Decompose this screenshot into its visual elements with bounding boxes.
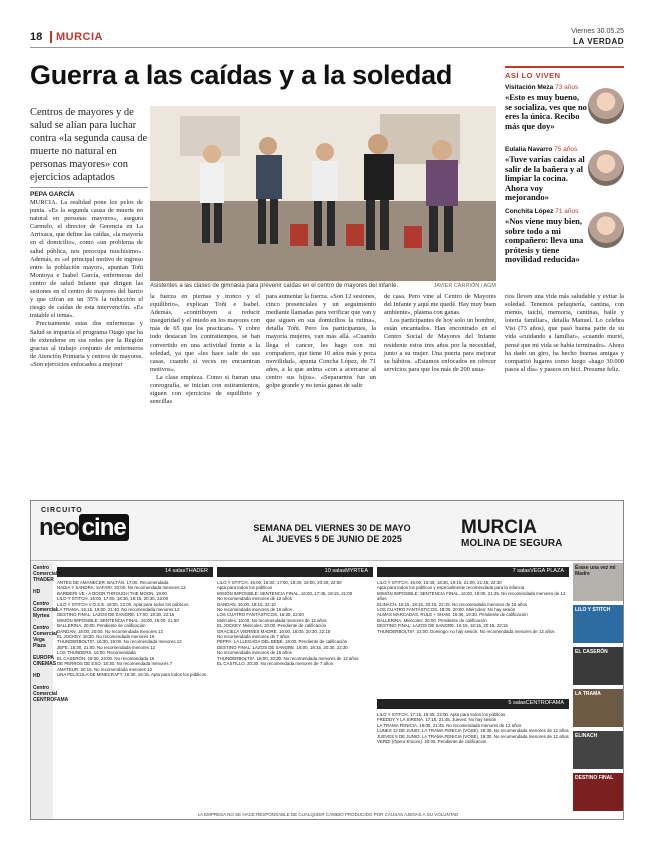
film-entry: LUNES 12 DE JUNIO: LA TRAMA FENICIA (VOSE). 19:30. No recomendada menores de 12 años [377, 728, 569, 734]
testimonial [505, 84, 624, 144]
portrait-photo [588, 88, 624, 124]
film-entry: No recomendada menores de 16 años [217, 650, 292, 656]
film-list-myrtea [217, 580, 373, 667]
testimonial-quote: «Esto es muy bueno, se socializa, ves que no eres la única. Recibo más que doy» [505, 92, 587, 131]
film-entry: EL JOCKEY. 16:30. No recomendada menores 16 [57, 634, 155, 640]
ad-banner [31, 501, 624, 561]
photo-credit: JAVIER CARRIÓN / AGM [433, 283, 496, 289]
person-name: Eulalia Navarro [505, 146, 553, 153]
person-name: Conchita López [505, 208, 554, 215]
testimonial [505, 146, 624, 206]
rail-label: Centro Comercial CENTROFAMA [33, 685, 69, 703]
body-column-4 [384, 293, 496, 374]
film-entry: LA TRAMA FENICIA. 19:00, 21:45. No recomendada menores de 12 años [377, 722, 522, 728]
person-age: 75 años [554, 146, 578, 153]
body-column-2 [150, 293, 260, 406]
person-age: 71 años [555, 208, 579, 215]
film-entry: VERDI (Ópera Encore). 20:00. Pendiente de calificación [377, 739, 487, 745]
brand-logo [39, 514, 129, 542]
ad-town: MOLINA DE SEGURA [461, 538, 563, 549]
cinema-header-thader [57, 567, 213, 577]
body-paragraph: la fuerza en piernas y tronco y el equilibrio», explican Toñi e Isabel. Además, «contribuyen a reducir inseguridad y el miedo en los mayores con más de 65 que los practican». Y cobre todo destacan los contratiempos, se han convertido en una actividad frente a la soledad, ya que «les hace salir de sus casas, cuando sí veces no encuentran motivos». [150, 293, 260, 373]
cinema-rooms: 14 salas [164, 568, 186, 574]
poster: EL CASERÓN [573, 647, 623, 685]
film-posters [573, 563, 623, 819]
testimonial [505, 208, 624, 268]
testimonial-quote: «Nos viene muy bien, sobre todo a mi compañero: lleva una prótesis y tiene movilidad reducida» [505, 216, 584, 264]
film-entry: THUNDERBOLTS*. 18:00, 20:30. No recomendada menores de 12 años [217, 655, 359, 661]
film-entry: MISIÓN IMPOSIBLE: SENTENCIA FINAL. 16:00, 19:00, 21:50 [57, 617, 179, 623]
rail-label: HD [33, 673, 41, 679]
film-entry: Miércoles: 16:00. No recomendada menores de 12 años [217, 617, 327, 623]
sidebar-heading: ASÍ LO VIVEN [505, 66, 624, 80]
week-range-line-1: SEMANA DEL VIERNES 30 DE MAYO [253, 523, 411, 533]
film-entry: No recomendada menores de 12 años [217, 596, 292, 602]
byline: PEPA GARCÍA [30, 187, 148, 198]
ad-left-rail [31, 562, 69, 820]
body-column-5 [505, 293, 624, 374]
film-entry: EL JOCKEY. Miércoles: 20:00. Pendiente de calificación [217, 623, 327, 629]
poster: Érase una vez mi Madre [573, 563, 623, 601]
rail-label: Centro Comercial Vega Plaza [33, 625, 58, 649]
film-entry: THUNDERBOLTS*. 16:30, 19:00. No recomendada menores 12 [57, 639, 182, 645]
film-entry: DESTINO FINAL: LAZOS DE SANGRE. 17:00, 19:30, 22:15 [57, 612, 175, 618]
film-list-thader [57, 580, 213, 677]
film-entry: DANDAN. 16:00, 18:15, 22:10 [217, 601, 276, 607]
film-entry: ANTES DE AMANECER: BALTÁN. 17:00. Recomendada [57, 580, 169, 585]
newspaper-name: LA VERDAD [573, 37, 624, 46]
film-entry: LILO Y STITCH. 16:00, 16:30, 17:00, 18:30, 19:00, 20:30, 22:00 [217, 580, 342, 585]
cinema-name: THADER [185, 568, 208, 574]
film-entry: THUNDERBOLTS*. 22:00. Domingo: no hay sesión. No recomendada menores de 12 años [377, 628, 555, 634]
cinema-header-vega-plaza [377, 567, 569, 577]
cinema-name: VEGA PLAZA [530, 568, 564, 574]
body-paragraph: para aumentar la fuerza. «Son 12 sesiones, cinco presenciales y un seguimiento mediante llamadas para verificar que van y que siguen en sus domicilios la rutina», detalla Toñi. Pero los participantes, la mayoría mujeres, van más allá. «Cuando llega el cancer, les hago con mi compañero, que tiene 10 años más y poca movilidad», apunta Concha López, de 71 años, a la que anima «con a acercarse al centro sus hijos». «Separarnos fue un golpe grande y no tenía ganas de salir [266, 293, 377, 390]
person-name: Visitación Meza [505, 84, 554, 91]
film-entry: GRACIELA VIERNES MADRE. 16:00, 18:00, 20:30, 22:15 [217, 628, 331, 634]
film-entry: DE PERROS DE ESO. 18:30. No recomendada menores 7 [57, 661, 173, 667]
body-paragraph: MURCIA. La realidad pone los pelos de punta. «Es la segunda causa de muerte no natural en personas mayores», asegura Carmelo, el director de Gerencia en La Arrixaca, que define las caídas, «la mayoría en el domicilio», como «un problema de salud pública, nos preocupa muchísimo». Además, es «el principal motivo de ingreso entre la población mayor», apuntan Toñi Montoya e Isabel García, enfermeras del centro de salud Infante que dirigen las sesiones en el centro de mayores del barrio y que cifran en un 35% la reducción el riesgo de caídas de esta intervención. «Es tratable el tema». [30, 199, 143, 320]
portrait-photo [588, 150, 624, 186]
person-age: 73 años [555, 84, 579, 91]
body-column-1 [30, 199, 143, 369]
cinema-header-myrtea [217, 567, 373, 577]
cinema-header-centrofama [377, 699, 569, 709]
body-column-3 [266, 293, 376, 390]
film-entry: ELINACH. 16:15, 18:15, 20:15, 22:15. No recomendada menores de 16 años [377, 601, 528, 607]
rail-label: Centro Comercial THADER [33, 565, 58, 583]
cinema-name: CENTROFAMA [525, 700, 564, 706]
film-entry: LOS CUATRO FANTÁSTICOS. 18:00, 20:00. Miércoles: No hay sesión [377, 607, 516, 613]
body-paragraph: Precisamente estas dos enfermeras y Salud se impartía el programa Otago que ha de extenderse en sus redes por la Región gracias al trabajo conjunto de enfermeros de Atención Primaria y centros de mayores. «Son ejercicios enfocados a mejorar [30, 320, 143, 368]
brand-logo-part-2: cine [79, 514, 129, 541]
film-list-vega-plaza [377, 580, 569, 634]
film-entry: LOS THUNDERS. 16:00. Recomendada [57, 650, 136, 656]
film-entry: UNA PELÍCULA DE MINECRAFT. 16:30, 18:15. Apta para todos los públicos [57, 671, 207, 677]
testimonial-quote: «Tuve varias caídas al salir de la bañera y al limpiar la cocina. Ahora voy mejorando» [505, 154, 585, 202]
article-lede: Centros de mayores y de salud se alían para luchar contra «la segunda causa de muerte no natural en personas mayores» con ejercicios adaptados [30, 107, 148, 183]
brand-circuit-label: CIRCUITO [41, 507, 83, 514]
film-entry: LA TRAMA. 16:15, 19:00, 21:40. No recomendada menores 12 [57, 607, 180, 613]
film-entry: NADIA Y SANDRA: SAFARI. 20:00. No recomendada menores 12 [57, 585, 186, 591]
film-entry: EL CASTILLO. 20:30. No recomendada menores de 7 años [217, 661, 334, 667]
body-paragraph: Los participantes de hoy solo un hombre, están encantados. Han encontrado en el Centro Social de Mayores del Infante residente estos tres años por la necesidad, junto a su mujer. Una puerta para mejorar su hábitos. «Estamos enfocados en ofrecer servicios para que los más de 200 usua- [384, 317, 496, 373]
portrait-photo [588, 212, 624, 248]
film-entry: PEPPA: LA LLEGADA DEL BEBÉ. 16:00. Pendiente de calificación [217, 639, 348, 645]
film-entry: AMATEUR. 20:15. No recomendada menores 12 [57, 666, 153, 672]
poster: DESTINO FINAL [573, 773, 623, 811]
film-entry: LILO Y STITCH. 16:00, 17:00, 18:30, 19:15, 20:30, 22:00 [57, 596, 169, 602]
ad-city: MURCIA [461, 517, 537, 538]
article-headline: Guerra a las caídas y a la soledad [30, 60, 453, 90]
sidebar-testimonials [505, 66, 624, 270]
ad-disclaimer: LA EMPRESA NO SE HACE RESPONSABLE DE CUALQUIER CAMBIO PRODUCIDO POR CAUSAS AJENAS A SU VOLUNTAD [197, 812, 459, 817]
film-entry: No recomendada menores de 16 años [217, 607, 292, 613]
caption-text: Asistentes a las clases de gimnasia para prevenir caídas en el centro de mayores del infante. [150, 283, 399, 289]
cinema-name: MYRTEA [345, 568, 368, 574]
rail-label: Centro Comercial Myrtea [33, 601, 58, 619]
cinema-rooms: 10 salas [324, 568, 346, 574]
film-entry: Apta para todos los públicos y especialmente recomendada para la infancia [377, 585, 525, 591]
issue-date: Viernes 30.05.25 [571, 28, 624, 35]
body-paragraph: rios lleven una vida más saludable y evitar la soledad. Tenemos peluquería, cantina, con menús, taichí, memoria, cantinas, baile y lotería familiar», detalla Manuel. Lo celebra Visi (73 años), que pasó buena parte de su vida «cuidando a familiar», «cuando murió, pensé que mi vida se había terminado». Ahora ha dado un giro, ha hecho buenas amigas y compartió lugares como luego «hago 30.000 pasos al día» y paseos en bici. Presume feliz. [505, 293, 624, 373]
film-entry: LOS CUATRO FANTÁSTICOS. 16:30, 22:00 [217, 612, 304, 618]
film-entry: LILO Y STITCH V.O.S.E. 18:00, 22:00. Apta para todos los públicos [57, 601, 189, 607]
cinema-rooms: 7 salas [512, 568, 531, 574]
cinema-rooms: 5 salas [508, 700, 526, 706]
film-entry: DESTINO FINAL: LAZOS DE SANGRE. 16:15, 18:15, 20:15, 22:15 [377, 623, 508, 629]
film-entry: Apta para todos los públicos [217, 585, 273, 591]
film-entry: FREDDY Y LA SIRENA. 17:15, 21:45. Jueves: No hay sesión [377, 717, 497, 723]
film-entry: BALLERINA. 20:00. Pendiente de calificación [57, 623, 146, 629]
rail-label: HD [33, 589, 41, 595]
film-entry: EL CASERÓN. 19:30, 22:00. No recomendada 16 [57, 655, 155, 661]
film-list-centrofama [377, 712, 569, 744]
poster: LA TRAMA [573, 689, 623, 727]
film-entry: LILO Y STITCH. 17:15, 19:45, 22:00. Apta para todos los públicos [377, 712, 506, 717]
film-entry: No recomendada menores de 7 años [217, 634, 290, 640]
film-entry: DESTINO FINAL: LAZOS DE SANGRE. 16:00, 18:15, 20:30, 22:30 [217, 644, 348, 650]
film-entry: JUEVES 5 DE JUNIO: LA TRAMA FENICIA (VOSE). 19:30. No recomendada menores de 12 años [377, 733, 569, 739]
poster: LILO Y STITCH [573, 605, 623, 643]
film-entry: BALLERINA. Miércoles: 20:00. Pendiente de calificación [377, 617, 487, 623]
poster: ELINACH [573, 731, 623, 769]
photo-illustration [150, 106, 496, 281]
body-paragraph: La clase empieza. Como si fueran una coreografía, se inician con estiramientos, siguen con ejercicios de equilibrio y sencillas [150, 373, 260, 406]
page-number: 18 [30, 31, 43, 43]
page-header [30, 30, 624, 48]
photo-caption [150, 283, 496, 289]
film-entry: ALMAS MARCADAS: RULE + SHAW. 16:30, 19:30. Pendiente de calificación [377, 612, 528, 618]
rail-label: EUROPA CINEMAS [33, 655, 57, 667]
film-entry: MISIÓN IMPOSIBLE: SENTENCIA FINAL. 16:00, 19:00, 21:45. No recomendada menores de 12 años [377, 590, 566, 602]
film-entry: DANDAN. 18:00, 20:00. No recomendada menores 12 [57, 628, 163, 634]
film-entry: MISIÓN IMPOSIBLE: SENTENCIA FINAL. 16:00, 17:45, 19:15, 21:00 [217, 590, 353, 596]
week-range-line-2: AL JUEVES 5 DE JUNIO DE 2025 [262, 534, 402, 544]
film-entry: LILO Y STITCH. 16:00, 16:45, 18:30, 19:15, 21:00, 21:45, 22:30 [377, 580, 502, 585]
brand-logo-part-1: neo [39, 514, 79, 541]
film-entry: JEFE. 15:30, 21:00. No recomendada menores 12 [57, 644, 156, 650]
article-photo [150, 106, 496, 281]
body-paragraph: de casa. Pero vine al Centro de Mayores del Infante y aquí me quedé. Hay muy buen ambiente», plasma con ganas. [384, 293, 496, 317]
film-entry: BARBIERI VE - A DOOR THROUGH THE MOON. 19:00 [57, 590, 167, 596]
cinema-advertisement [30, 500, 624, 820]
section-label: MURCIA [50, 31, 103, 43]
